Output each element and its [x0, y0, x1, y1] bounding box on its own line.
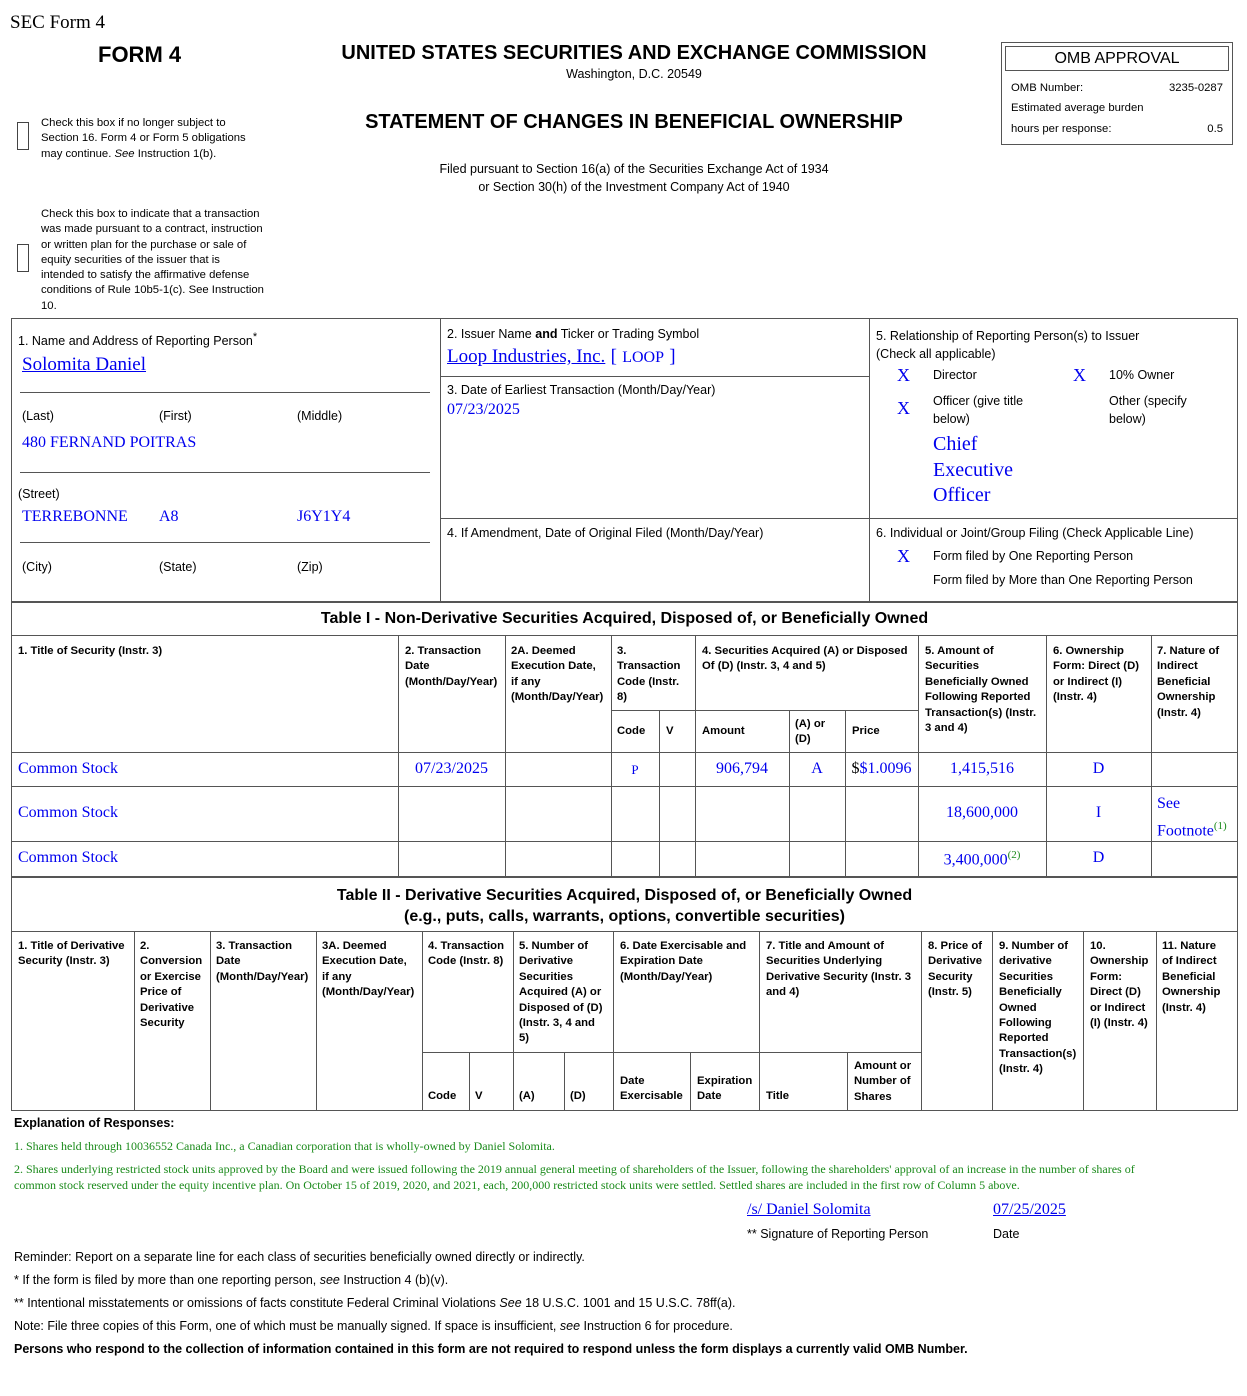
- t2-sub-amount-line: Amount or: [854, 1060, 912, 1072]
- t2-col9-line: 9. Number of: [999, 940, 1069, 952]
- t2-col9-line: derivative: [999, 955, 1052, 968]
- t1-col2a-line: 2A. Deemed: [511, 645, 576, 657]
- signature-label: ** Signature of Reporting Person: [747, 1227, 929, 1241]
- t2-col3a-line: Execution Date,: [322, 955, 407, 968]
- sec-form-label: SEC Form 4: [10, 12, 106, 33]
- explanation-heading: Explanation of Responses:: [14, 1116, 175, 1130]
- t2-col11-line: Ownership: [1162, 986, 1221, 999]
- t1-col6-line: 6. Ownership: [1053, 645, 1124, 657]
- officer-label-line: Officer (give title: [933, 394, 1024, 408]
- t1-row3-footnote-ref[interactable]: (2): [1007, 849, 1021, 861]
- t1-col6-line: or Indirect (I): [1053, 675, 1123, 688]
- t1-col6-header: [1053, 644, 1139, 706]
- table2-title-line: (e.g., puts, calls, warrants, options, convertible securities): [403, 908, 845, 925]
- t1-col1-header: 1. Title of Security (Instr. 3): [18, 645, 163, 657]
- t1-col2a-line: if any: [511, 675, 541, 688]
- omb-number-value: 3235-0287: [1168, 82, 1223, 94]
- t1-col5-line: 3 and 4): [925, 722, 968, 735]
- t2-col5-line: Securities: [519, 970, 574, 983]
- officer-title: [933, 432, 1013, 509]
- note3-see: see: [559, 1319, 581, 1333]
- omb-burden-label: Estimated average burden: [1011, 102, 1144, 114]
- filing-label: 6. Individual or Joint/Group Filing (Check Applicable Line): [876, 526, 1194, 540]
- form-title: FORM 4: [98, 42, 182, 67]
- other-label: [1109, 392, 1187, 428]
- signature-date-label: Date: [993, 1227, 1020, 1241]
- no-longer-subject-checkbox[interactable]: [17, 122, 29, 150]
- t2-col8-header: [928, 939, 982, 1001]
- state-value: A8: [159, 508, 179, 525]
- rule-10b5-checkbox[interactable]: [17, 244, 29, 272]
- t1-col3-line: Transaction: [617, 660, 681, 673]
- checkbox2-line: or written plan for the purchase or sale of: [41, 238, 247, 251]
- note1-see: see: [319, 1273, 340, 1287]
- t1-sub-ad: [795, 717, 825, 748]
- t1-row1-form: D: [1092, 760, 1105, 777]
- issuer-label: [447, 327, 699, 341]
- note-multiple-persons: [14, 1273, 448, 1287]
- footnote-2-line: 2. Shares underlying restricted stock units approved by the Board and were issued following the 2019 annual general meeting of shareholders of the Issuer, following the shareholders' approval of an increase in the number of shares of: [14, 1162, 1135, 1176]
- t1-sub-price: Price: [852, 725, 880, 737]
- t2-col5-line: 5. Number of: [519, 940, 589, 952]
- t2-col7-line: and 4): [766, 986, 800, 999]
- t1-row3-owned: [918, 849, 1046, 869]
- note-three-copies: [14, 1319, 733, 1333]
- footnote-2: [14, 1161, 1234, 1193]
- t1-row1-ad: A: [811, 760, 823, 777]
- checkbox2-text: [41, 207, 264, 314]
- reporting-person-label-text: 1. Name and Address of Reporting Person: [18, 334, 253, 349]
- ten-percent-owner-check-mark: X: [1073, 365, 1086, 385]
- checkbox1-see: See: [114, 147, 135, 160]
- t1-row1-title: Common Stock: [18, 760, 119, 777]
- one-person-label: Form filed by One Reporting Person: [933, 549, 1134, 563]
- issuer-label-text: Ticker or Trading Symbol: [560, 327, 700, 341]
- t2-col2-line: or Exercise: [140, 970, 201, 983]
- reporting-person-label: [18, 331, 257, 348]
- t2-col8-line: (Instr. 5): [928, 986, 972, 999]
- t2-col3a-line: 3A. Deemed: [322, 940, 387, 952]
- table2-title: [11, 885, 1238, 927]
- t1-col7-line: Beneficial: [1157, 675, 1211, 688]
- t2-sub-expiration: [697, 1074, 752, 1105]
- t2-col9-line: (Instr. 4): [999, 1063, 1043, 1076]
- t2-col2-line: 2.: [140, 940, 150, 952]
- note3-text: Instruction 6 for procedure.: [583, 1319, 733, 1333]
- ticker-symbol: LOOP: [622, 349, 664, 366]
- t2-col5-line: 5): [519, 1032, 530, 1045]
- t2-col9-line: Reported: [999, 1032, 1049, 1045]
- t1-col4-header: [702, 644, 907, 675]
- t1-row1-amount: 906,794: [716, 760, 768, 777]
- t1-col7-header: [1157, 644, 1219, 721]
- checkbox1-line: Check this box if no longer subject to: [41, 117, 226, 129]
- t1-col4-line: Of (D) (Instr. 3, 4 and 5): [702, 660, 826, 673]
- t1-col5-line: 5. Amount of: [925, 645, 994, 657]
- officer-title-line: Chief: [933, 433, 978, 455]
- director-check-mark: X: [897, 365, 910, 385]
- t1-col7-line: Ownership: [1157, 691, 1216, 704]
- officer-title-line: Officer: [933, 484, 991, 506]
- t1-row2-nature: [1157, 793, 1227, 842]
- t2-col11-line: 11. Nature: [1162, 940, 1217, 952]
- agency-title: UNITED STATES SECURITIES AND EXCHANGE COMMISSION: [341, 42, 927, 64]
- t2-col8-line: Derivative: [928, 955, 983, 968]
- reporting-person-asterisk: *: [252, 331, 258, 343]
- t1-col2-header: [405, 644, 497, 690]
- t1-row1-price: $$1.0096: [851, 760, 912, 777]
- t2-sub-exp-line: Date: [697, 1090, 722, 1103]
- t1-row2-owned: 18,600,000: [946, 804, 1018, 821]
- statement-title: STATEMENT OF CHANGES IN BENEFICIAL OWNERSHIP: [365, 111, 903, 133]
- checkbox1-line: Instruction 1(b).: [137, 147, 217, 160]
- t1-row2-title: Common Stock: [18, 804, 119, 821]
- officer-title-line: Executive: [933, 458, 1013, 481]
- t1-col3-header: [617, 644, 680, 706]
- agency-location: Washington, D.C. 20549: [566, 67, 702, 81]
- t2-col2-line: Conversion: [140, 955, 203, 968]
- t2-col7-line: Securities Underlying: [766, 955, 883, 968]
- t1-col2a-line: Execution Date,: [511, 660, 596, 673]
- t2-sub-code: Code: [428, 1090, 457, 1102]
- t2-col8-line: Security: [928, 970, 973, 983]
- t2-col10-header: [1090, 939, 1148, 1031]
- checkbox1-text: [41, 116, 246, 162]
- t1-sub-ad-line: (A) or: [795, 718, 826, 730]
- t2-sub-v: V: [475, 1090, 483, 1102]
- t1-row2-nature-line: See: [1157, 795, 1181, 812]
- t2-sub-exp-line: Expiration: [697, 1075, 753, 1087]
- checkbox2-line: 10.: [41, 299, 57, 312]
- t1-col6-line: Form: Direct (D): [1053, 660, 1139, 673]
- officer-label-line: below): [933, 412, 970, 426]
- t2-col5-line: Acquired (A) or: [519, 986, 602, 999]
- t1-col2-line: 2. Transaction: [405, 645, 481, 657]
- t2-col5-line: (Instr. 3, 4 and: [519, 1017, 595, 1030]
- signature-link[interactable]: /s/ Daniel Solomita: [747, 1201, 871, 1218]
- t1-col3-line: 3.: [617, 645, 627, 657]
- checkbox1-line: may continue.: [41, 147, 112, 160]
- t2-col11-line: (Instr. 4): [1162, 1001, 1206, 1014]
- t1-row2-footnote-ref[interactable]: (1): [1213, 820, 1227, 832]
- checkbox2-line: equity securities of the issuer that is: [41, 253, 220, 266]
- t1-col7-line: Indirect: [1157, 660, 1198, 673]
- first-label: (First): [159, 409, 192, 423]
- t1-col5-line: Following Reported: [925, 691, 1031, 704]
- t2-col1-line: 1. Title of Derivative: [18, 940, 125, 952]
- t2-col9-line: Owned: [999, 1001, 1037, 1014]
- t2-col6-line: Expiration Date: [620, 955, 703, 968]
- t2-col2-line: Security: [140, 1017, 185, 1030]
- t2-col11-line: Beneficial: [1162, 970, 1216, 983]
- t2-col4-line: Code (Instr. 8): [428, 955, 504, 968]
- checkbox2-line: conditions of Rule 10b5-1(c). See Instruction: [41, 284, 264, 297]
- checkbox1-line: Section 16. Form 4 or Form 5 obligations: [41, 132, 246, 145]
- t2-col9-header: [999, 939, 1076, 1078]
- t2-sub-title: Title: [766, 1090, 790, 1102]
- footnote-1: 1. Shares held through 10036552 Canada Inc., a Canadian corporation that is wholly-owned by Daniel Solomita.: [14, 1139, 555, 1153]
- footnote-2-line: common stock reserved under the equity incentive plan. On October 15 of 2019, 2020, and 2021, each, 200,000 restricted stock units were settled. Settled shares are included in the first row of Column 5 above.: [14, 1178, 1020, 1192]
- checkbox2-line: intended to satisfy the affirmative defense: [41, 269, 250, 282]
- t1-row1-price-value: $1.0096: [859, 760, 912, 777]
- t1-col2-line: Date: [405, 660, 430, 673]
- t2-col7-line: 7. Title and Amount of: [766, 940, 884, 952]
- more-persons-label: Form filed by More than One Reporting Person: [933, 573, 1193, 587]
- t2-col5-header: [519, 939, 602, 1047]
- reporting-person-name-link[interactable]: Solomita Daniel: [22, 354, 147, 375]
- other-label-line: Other (specify: [1109, 394, 1187, 408]
- ten-percent-owner-label: 10% Owner: [1109, 368, 1175, 382]
- filed-pursuant-line2: or Section 30(h) of the Investment Company Act of 1940: [478, 180, 790, 194]
- t2-sub-amount-line: Number of: [854, 1075, 911, 1088]
- t2-col1-header: [18, 939, 125, 970]
- relationship-label-line: 5. Relationship of Reporting Person(s) to Issuer: [876, 329, 1140, 343]
- omb-hours-label: hours per response:: [1011, 123, 1112, 135]
- note2-text: ** Intentional misstatements or omissions of facts constitute Federal Criminal Violations: [14, 1296, 496, 1310]
- omb-final-note: Persons who respond to the collection of information contained in this form are not required to respond unless the form displays a currently valid OMB Number.: [14, 1342, 968, 1356]
- t2-col6-line: 6. Date Exercisable and: [620, 940, 747, 952]
- issuer-label-text: 2. Issuer Name: [447, 327, 532, 341]
- issuer-label-and: and: [535, 327, 558, 341]
- t2-col10-line: (I) (Instr. 4): [1090, 1017, 1148, 1030]
- relationship-label-line: (Check all applicable): [876, 347, 996, 361]
- t1-row1-owned: 1,415,516: [950, 760, 1014, 777]
- t2-col3-line: Date: [216, 955, 241, 968]
- t1-row1-date: 07/23/2025: [415, 760, 488, 777]
- ticker-bracket-close: ]: [669, 346, 676, 367]
- omb-hours-value: 0.5: [1207, 123, 1223, 135]
- t2-col1-line: Security (Instr. 3): [18, 955, 110, 968]
- omb-title: OMB APPROVAL: [1005, 46, 1229, 71]
- t2-col5-line: Derivative: [519, 955, 574, 968]
- t1-sub-amount: Amount: [702, 725, 745, 737]
- signature-date-link[interactable]: 07/25/2025: [993, 1201, 1066, 1218]
- relationship-label: [876, 327, 1139, 363]
- t2-col3-header: [216, 939, 308, 985]
- t2-sub-d: (D): [570, 1090, 586, 1102]
- t2-sub-a: (A): [519, 1090, 535, 1102]
- t2-sub-date-ex-line: Exercisable: [620, 1090, 683, 1103]
- note-misstatements: [14, 1296, 735, 1310]
- t1-col5-line: Beneficially Owned: [925, 675, 1029, 688]
- t1-sub-v: V: [666, 725, 674, 737]
- issuer-name-row: [447, 346, 676, 368]
- t1-row3-owned-value: 3,400,000: [943, 851, 1008, 869]
- t1-row2-form: I: [1095, 804, 1102, 821]
- omb-number-label: OMB Number:: [1011, 82, 1084, 94]
- note2-text: 18 U.S.C. 1001 and 15 U.S.C. 78ff(a).: [525, 1296, 736, 1310]
- t1-col5-line: Securities: [925, 660, 980, 673]
- t1-col2a-line: (Month/Day/Year): [511, 691, 604, 704]
- officer-check-mark: X: [897, 398, 910, 418]
- last-label: (Last): [22, 409, 54, 423]
- issuer-name-link[interactable]: Loop Industries, Inc.: [447, 346, 606, 367]
- t2-col3-line: (Month/Day/Year): [216, 970, 309, 983]
- city-label: (City): [22, 560, 52, 574]
- t2-col6-line: (Month/Day/Year): [620, 970, 713, 983]
- t2-col8-line: 8. Price of: [928, 940, 982, 952]
- other-label-line: below): [1109, 412, 1146, 426]
- t1-sub-code: Code: [617, 725, 646, 737]
- ticker-bracket-open: [: [610, 346, 617, 367]
- t2-col2-header: [140, 939, 202, 1031]
- earliest-transaction-date: 07/23/2025: [447, 401, 520, 418]
- note1-text: Instruction 4 (b)(v).: [343, 1273, 449, 1287]
- t2-col4-line: 4. Transaction: [428, 940, 504, 952]
- note2-see: See: [499, 1296, 522, 1310]
- t2-col3a-line: (Month/Day/Year): [322, 986, 415, 999]
- amendment-label: 4. If Amendment, Date of Original Filed (Month/Day/Year): [447, 526, 764, 540]
- t2-col9-line: Transaction(s): [999, 1047, 1077, 1060]
- middle-label: (Middle): [297, 409, 343, 423]
- t2-col2-line: Derivative: [140, 1001, 195, 1014]
- t2-col9-line: Following: [999, 1017, 1052, 1030]
- t1-row1-code: P: [631, 762, 639, 777]
- t2-col6-header: [620, 939, 746, 985]
- t1-row2-nature-line: Footnote: [1157, 822, 1214, 840]
- checkbox2-line: was made pursuant to a contract, instruction: [41, 223, 263, 236]
- street-label: (Street): [18, 487, 60, 501]
- t2-sub-amount: [854, 1059, 911, 1105]
- t1-col5-line: Transaction(s) (Instr.: [925, 706, 1037, 719]
- t2-col2-line: Price of: [140, 986, 182, 999]
- t1-sub-ad-line: (D): [795, 733, 811, 746]
- t1-col7-line: (Instr. 4): [1157, 706, 1201, 719]
- t2-col11-line: of Indirect: [1162, 955, 1217, 968]
- t2-col10-line: 10.: [1090, 940, 1106, 952]
- t2-sub-date-ex-line: Date: [620, 1075, 645, 1087]
- t2-col10-line: Direct (D): [1090, 986, 1141, 999]
- checkbox2-line: Check this box to indicate that a transaction: [41, 208, 260, 220]
- table1-title: Table I - Non-Derivative Securities Acquired, Disposed of, or Beneficially Owned: [320, 610, 929, 627]
- t2-col7-line: Derivative Security (Instr. 3: [766, 970, 912, 983]
- t2-col9-line: Securities: [999, 970, 1054, 983]
- note1-text: * If the form is filed by more than one reporting person,: [14, 1273, 317, 1287]
- city-value: TERREBONNE: [22, 508, 128, 525]
- t1-col3-line: 8): [617, 691, 628, 704]
- zip-label: (Zip): [297, 560, 323, 574]
- zip-value: J6Y1Y4: [297, 508, 351, 525]
- t1-col4-line: 4. Securities Acquired (A) or Disposed: [702, 645, 908, 657]
- t2-col3-line: 3. Transaction: [216, 940, 292, 952]
- t1-row3-form: D: [1092, 849, 1105, 866]
- filed-pursuant-line1: Filed pursuant to Section 16(a) of the Securities Exchange Act of 1934: [439, 162, 829, 176]
- t1-col5-header: [925, 644, 1036, 736]
- t1-col2a-header: [511, 644, 603, 706]
- t2-col3a-line: if any: [322, 970, 352, 983]
- t2-col7-header: [766, 939, 911, 1001]
- state-label: (State): [159, 560, 197, 574]
- t1-col2-line: (Month/Day/Year): [405, 675, 498, 688]
- reminder-note: Reminder: Report on a separate line for each class of securities beneficially owned directly or indirectly.: [14, 1250, 585, 1264]
- director-label: Director: [933, 368, 977, 382]
- t1-col3-line: Code (Instr.: [617, 675, 680, 688]
- t1-col7-line: 7. Nature of: [1157, 645, 1220, 657]
- note3-text: Note: File three copies of this Form, one of which must be manually signed. If space is insufficient,: [14, 1319, 557, 1333]
- t2-col9-line: Beneficially: [999, 986, 1062, 999]
- officer-label: [933, 392, 1023, 428]
- t2-sub-date-exercisable: [620, 1074, 683, 1105]
- t2-col3a-header: [322, 939, 414, 1001]
- one-person-check-mark: X: [897, 546, 910, 566]
- omb-approval-box: [1001, 42, 1233, 145]
- table2-title-line: Table II - Derivative Securities Acquired, Disposed of, or Beneficially Owned: [336, 887, 913, 904]
- t2-sub-amount-line: Shares: [854, 1090, 892, 1103]
- t1-col6-line: (Instr. 4): [1053, 691, 1097, 704]
- t1-row3-title: Common Stock: [18, 849, 119, 866]
- t2-col10-line: Form:: [1090, 970, 1123, 983]
- earliest-transaction-label: 3. Date of Earliest Transaction (Month/Day/Year): [447, 383, 716, 397]
- street-value: 480 FERNAND POITRAS: [22, 434, 197, 451]
- t2-col11-header: [1162, 939, 1220, 1016]
- t2-col10-line: Ownership: [1090, 955, 1149, 968]
- t2-col5-line: Disposed of (D): [519, 1001, 603, 1014]
- t2-col10-line: or Indirect: [1090, 1001, 1146, 1014]
- t2-col4-header: [428, 939, 504, 970]
